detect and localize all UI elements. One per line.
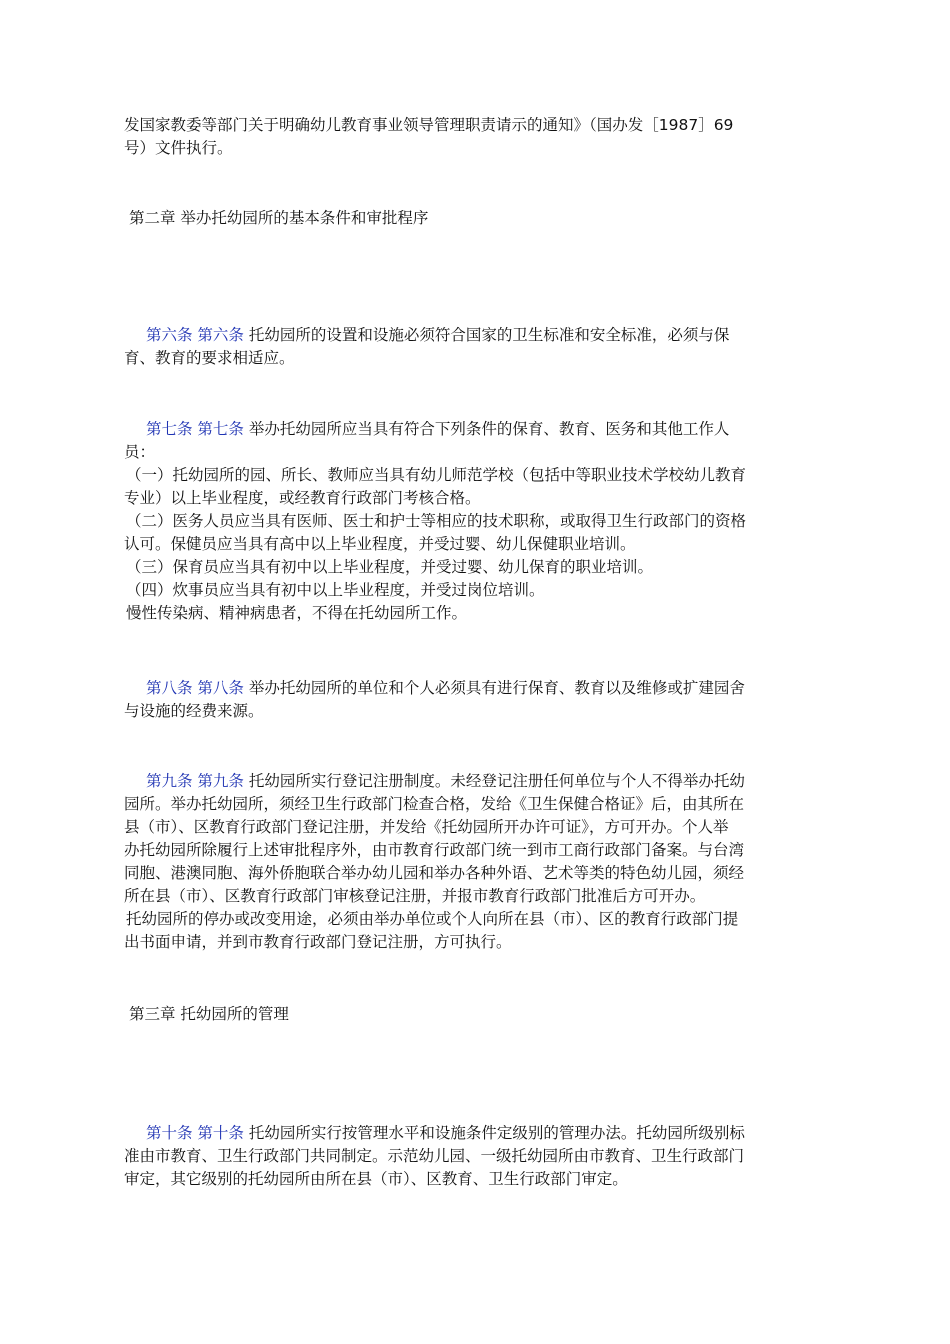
article-7-text: 举办托幼园所应当具有符合下列条件的保育、教育、医务和其他工作人 xyxy=(248,420,730,438)
article-8-label[interactable]: 第八条 第八条 xyxy=(146,679,244,697)
intro-line: 发国家教委等部门关于明确幼儿教育事业领导管理职责请示的通知》（国办发［1987］69 xyxy=(124,116,734,134)
article-9-first-line xyxy=(124,770,834,793)
article-6-label[interactable]: 第六条 第六条 xyxy=(146,326,244,344)
article-8-text: 举办托幼园所的单位和个人必须具有进行保育、教育以及维修或扩建园舍 xyxy=(248,679,745,697)
article-8-line: 与设施的经费来源。 xyxy=(124,702,264,720)
article-6-line: 育、教育的要求相适应。 xyxy=(124,349,295,367)
article-9-label[interactable]: 第九条 第九条 xyxy=(146,772,244,790)
article-9-text: 托幼园所实行登记注册制度。未经登记注册任何单位与个人不得举办托幼 xyxy=(248,772,745,790)
article-10 xyxy=(124,1122,834,1191)
article-10-text: 托幼园所实行按管理水平和设施条件定级别的管理办法。托幼园所级别标 xyxy=(248,1124,745,1142)
article-6 xyxy=(124,324,834,370)
article-6-text: 托幼园所的设置和设施必须符合国家的卫生标准和安全标准，必须与保 xyxy=(248,326,730,344)
article-7-item: （一）托幼园所的园、所长、教师应当具有幼儿师范学校（包括中等职业技术学校幼儿教育 xyxy=(126,466,747,484)
article-7 xyxy=(124,418,834,625)
article-10-label[interactable]: 第十条 第十条 xyxy=(146,1124,244,1142)
article-7-item: 慢性传染病、精神病患者，不得在托幼园所工作。 xyxy=(126,604,468,622)
article-7-line: 员： xyxy=(124,443,156,461)
article-10-first-line xyxy=(124,1122,834,1145)
article-9 xyxy=(124,770,834,954)
article-7-item: 专业）以上毕业程度，或经教育行政部门考核合格。 xyxy=(124,489,481,507)
article-7-item: （二）医务人员应当具有医师、医士和护士等相应的技术职称，或取得卫生行政部门的资格 xyxy=(126,512,747,530)
article-7-label[interactable]: 第七条 第七条 xyxy=(146,420,244,438)
article-9-line: 同胞、港澳同胞、海外侨胞联合举办幼儿园和举办各种外语、艺术等类的特色幼儿园，须经 xyxy=(124,864,745,882)
chapter-2-heading: 第二章 举办托幼园所的基本条件和审批程序 xyxy=(129,209,429,227)
article-9-line: 园所。举办托幼园所，须经卫生行政部门检查合格，发给《卫生保健合格证》后，由其所在 xyxy=(124,795,745,813)
article-8 xyxy=(124,677,834,723)
article-9-line: 托幼园所的停办或改变用途，必须由举办单位或个人向所在县（市）、区的教育行政部门提 xyxy=(126,910,739,928)
article-8-first-line xyxy=(124,677,834,700)
article-6-first-line xyxy=(124,324,834,347)
intro-line: 号）文件执行。 xyxy=(124,139,233,157)
article-9-line: 办托幼园所除履行上述审批程序外，由市教育行政部门统一到市工商行政部门备案。与台湾 xyxy=(124,841,745,859)
article-7-item: 认可。保健员应当具有高中以上毕业程度，并受过婴、幼儿保健职业培训。 xyxy=(124,535,636,553)
article-7-item: （三）保育员应当具有初中以上毕业程度，并受过婴、幼儿保育的职业培训。 xyxy=(126,558,654,576)
chapter-3-heading: 第三章 托幼园所的管理 xyxy=(129,1005,289,1023)
article-9-line: 出书面申请，并到市教育行政部门登记注册，方可执行。 xyxy=(124,933,512,951)
article-7-item: （四）炊事员应当具有初中以上毕业程度，并受过岗位培训。 xyxy=(126,581,545,599)
article-10-line: 准由市教育、卫生行政部门共同制定。示范幼儿园、一级托幼园所由市教育、卫生行政部门 xyxy=(124,1147,745,1165)
article-9-line: 所在县（市）、区教育行政部门审核登记注册，并报市教育行政部门批准后方可开办。 xyxy=(124,887,706,905)
article-10-line: 审定，其它级别的托幼园所由所在县（市）、区教育、卫生行政部门审定。 xyxy=(124,1170,628,1188)
article-7-first-line xyxy=(124,418,834,441)
article-9-line: 县（市）、区教育行政部门登记注册，并发给《托幼园所开办许可证》，方可开办。个人举 xyxy=(124,818,729,836)
intro-paragraph xyxy=(124,114,834,160)
